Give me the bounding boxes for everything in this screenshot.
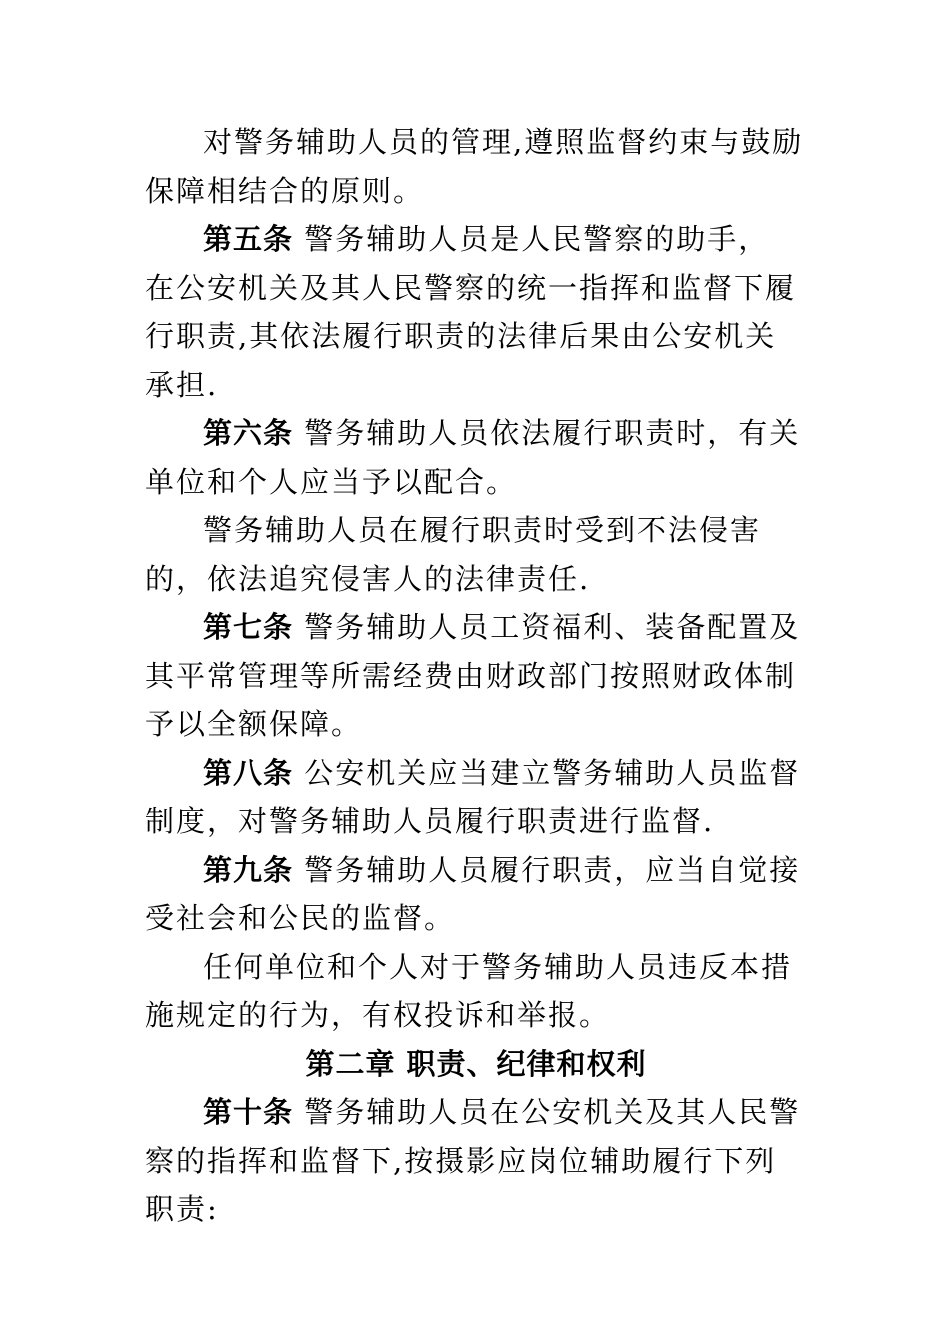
article-label: 第五条: [203, 222, 294, 256]
article-label: 第九条: [203, 852, 294, 887]
paragraph-text: 对警务辅助人员的管理,遵照监督约束与鼓励保障相结合的原则。: [145, 125, 804, 208]
paragraph-text: 任何单位和个人对于警务辅助人员违反本措施规定的行为，有权投诉和举报。: [145, 949, 793, 1032]
article-text: 警务辅助人员是人民警察的助手， 在公安机关及其人民警察的统一指挥和监督下履行职责,其依法履行职责的法律后果由公安机关承担.: [145, 222, 797, 402]
article-10: [145, 1088, 807, 1234]
article-label: 第六条: [203, 416, 294, 450]
article-9: [145, 846, 807, 943]
article-label: 第八条: [203, 755, 294, 790]
article-text: 警务辅助人员在公安机关及其人民警察的指挥和监督下,按摄影应岗位辅助履行下列职责:: [145, 1095, 801, 1226]
article-text: 警务辅助人员工资福利、装备配置及其平常管理等所需经费由财政部门按照财政体制予以全额保障。: [145, 610, 801, 741]
article-label: 第七条: [203, 610, 294, 644]
chapter-heading: 第二章 职责、纪律和权利: [305, 1046, 647, 1081]
article-7: [145, 603, 807, 749]
paragraph-complaints: [145, 943, 807, 1040]
paragraph-management-principle: [145, 118, 807, 215]
document-page: [145, 118, 807, 1234]
article-5: [145, 215, 807, 409]
article-8: [145, 749, 807, 846]
article-text: 警务辅助人员依法履行职责时，有关单位和个人应当予以配合。: [145, 416, 801, 499]
article-text: 警务辅助人员履行职责，应当自觉接受社会和公民的监督。: [145, 852, 801, 935]
paragraph-legal-protection: [145, 506, 807, 603]
paragraph-text: 警务辅助人员在履行职责时受到不法侵害的，依法追究侵害人的法律责任.: [145, 513, 762, 596]
article-text: 公安机关应当建立警务辅助人员监督制度，对警务辅助人员履行职责进行监督.: [145, 755, 801, 838]
article-6: [145, 409, 807, 506]
article-label: 第十条: [203, 1095, 294, 1129]
